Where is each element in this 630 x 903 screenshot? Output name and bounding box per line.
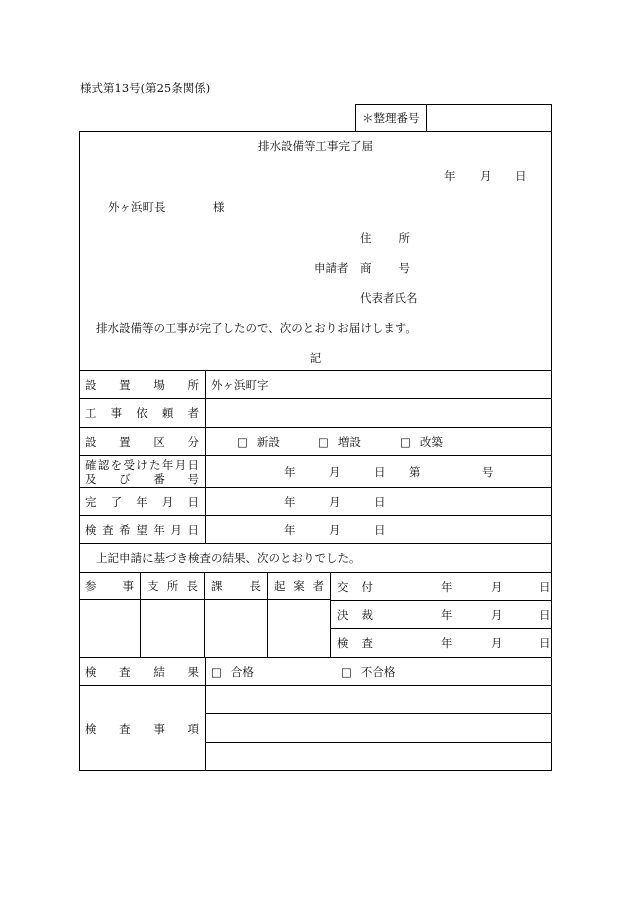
number-suffix: 号 — [482, 464, 494, 479]
inspection-items-label-cell — [79, 686, 206, 771]
label-char: 課 — [211, 579, 223, 593]
inspection-result-label — [85, 665, 199, 679]
label-char: 参 — [85, 579, 97, 593]
label-char: 号 — [398, 261, 410, 275]
label-char: 置 — [119, 434, 131, 449]
inspection-items-field — [206, 686, 552, 771]
inspection-request-date-label — [85, 523, 199, 537]
label-char: 場 — [153, 377, 165, 392]
inspection-item-line[interactable] — [206, 686, 552, 713]
year-unit: 年 — [441, 636, 453, 650]
process-row-inspection[interactable] — [331, 628, 552, 657]
category-option-extension[interactable] — [318, 435, 361, 449]
checkbox[interactable]: □ — [318, 434, 329, 449]
form-title: 排水設備等工事完了届 — [258, 139, 373, 153]
day-unit: 日 — [539, 579, 551, 594]
label-char: 番 — [153, 471, 165, 486]
checkbox[interactable]: □ — [400, 434, 411, 449]
completion-notice-form — [79, 131, 552, 771]
category-label-cell — [79, 428, 206, 455]
label-char: け — [136, 457, 148, 472]
month-unit: 月 — [329, 464, 341, 479]
label-char: 長 — [186, 579, 198, 593]
reference-number-box — [355, 104, 552, 131]
label-char: 日 — [187, 494, 199, 509]
inspection-item-line[interactable] — [206, 742, 552, 771]
label-char: 査 — [119, 721, 131, 736]
label-char: 月 — [170, 522, 182, 537]
result-option-fail[interactable] — [341, 665, 395, 679]
year-unit: 年 — [284, 522, 296, 537]
client-label — [85, 406, 199, 420]
label-char: 望 — [136, 522, 148, 537]
year-unit: 年 — [284, 464, 296, 479]
label-char: 住 — [360, 231, 372, 245]
label-char: た — [149, 457, 161, 472]
label-char: 工 — [85, 406, 97, 420]
day-unit: 日 — [374, 494, 386, 509]
label-char: 日 — [187, 522, 199, 537]
completion-date-label — [85, 495, 199, 509]
applicant-representative-label: 代表者氏名 — [360, 291, 418, 305]
inspection-request-date-label-cell — [79, 516, 206, 543]
approval-title — [147, 579, 198, 593]
label-char: 商 — [360, 261, 372, 275]
inspection-note-row — [79, 543, 552, 572]
label-char: 月 — [174, 457, 187, 472]
label-char: 所 — [187, 377, 199, 392]
process-row-issue[interactable] — [331, 573, 552, 600]
label-char: 置 — [119, 377, 131, 392]
label-char: 裁 — [361, 607, 373, 622]
location-row — [79, 370, 552, 398]
label-char: 完 — [85, 494, 97, 509]
label-char: 所 — [166, 579, 179, 593]
label-char: 付 — [361, 579, 373, 594]
label-char: 検 — [85, 664, 97, 679]
completion-date-row — [79, 487, 552, 515]
inspection-item-line[interactable] — [206, 713, 552, 742]
completion-date-field[interactable] — [206, 488, 552, 515]
addressee-name: 外ヶ浜町長 — [108, 200, 166, 214]
label-char: 果 — [187, 664, 199, 679]
location-label — [85, 378, 199, 392]
inspection-items-label — [85, 722, 199, 736]
approval-column-drafter — [268, 573, 331, 657]
label-char: 者 — [187, 406, 199, 420]
result-option-pass[interactable] — [211, 665, 254, 679]
label-char: 分 — [187, 434, 199, 449]
checkbox[interactable]: □ — [237, 434, 248, 449]
label-char: 確 — [85, 457, 97, 472]
option-label: 増設 — [337, 434, 361, 449]
inspection-items-block — [79, 685, 552, 771]
label-char: 検 — [85, 522, 97, 537]
approval-block — [79, 572, 552, 657]
label-char: 事 — [153, 721, 165, 736]
process-label — [337, 580, 373, 594]
category-option-new[interactable] — [237, 435, 280, 449]
approval-stamp-field[interactable] — [205, 600, 267, 657]
inspection-note: 上記申請に基づき検査の結果、次のとおりでした。 — [96, 551, 361, 565]
approval-header — [205, 573, 267, 600]
label-char: 年 — [153, 522, 165, 537]
confirmation-field[interactable] — [206, 456, 552, 487]
approval-column-counselor — [79, 573, 141, 657]
completion-date-label-cell — [79, 488, 206, 515]
process-label — [337, 636, 373, 650]
declaration-text: 排水設備等の工事が完了したので、次のとおりお届けします。 — [96, 321, 417, 335]
label-char: 月 — [161, 494, 174, 509]
option-label: 改築 — [419, 434, 443, 449]
label-char: 所 — [398, 231, 410, 245]
approval-column-branch-manager — [141, 573, 205, 657]
month-unit: 月 — [491, 607, 503, 622]
day-unit: 日 — [539, 607, 551, 622]
inspection-request-date-field[interactable] — [206, 516, 552, 543]
label-char: 号 — [187, 471, 199, 486]
option-label: 新設 — [256, 434, 280, 449]
checkbox[interactable]: □ — [211, 664, 222, 679]
label-char: 区 — [153, 434, 165, 449]
reference-number-label-cell — [356, 105, 427, 131]
location-value: 外ヶ浜町字 — [211, 377, 269, 392]
category-field — [206, 428, 552, 455]
day-unit: 日 — [515, 169, 527, 183]
category-option-renovation[interactable] — [400, 435, 443, 449]
location-label-cell — [79, 371, 206, 398]
year-unit: 年 — [441, 607, 453, 622]
approval-stamp-field[interactable] — [268, 600, 330, 657]
day-unit: 日 — [539, 636, 551, 650]
client-row — [79, 398, 552, 427]
inspection-request-date-row — [79, 515, 552, 543]
inspection-result-label-cell — [79, 658, 206, 685]
approval-header — [141, 573, 204, 600]
label-char: 査 — [361, 636, 373, 650]
applicant-role-label: 申請者 — [314, 261, 349, 275]
month-unit: 月 — [329, 494, 341, 509]
year-unit: 年 — [441, 579, 453, 594]
confirmation-label-line2 — [85, 472, 199, 486]
approval-title — [211, 579, 261, 593]
month-unit: 月 — [329, 522, 341, 537]
year-unit: 年 — [444, 169, 456, 183]
approval-column-section-chief — [205, 573, 268, 657]
category-row — [79, 427, 552, 455]
label-char: 認 — [97, 457, 110, 472]
inspection-result-field — [206, 658, 552, 685]
reference-number-label: ＊整理番号 — [362, 111, 420, 125]
form-code: 様式第13号(第25条関係) — [80, 81, 211, 95]
approval-title — [85, 579, 134, 593]
reference-number-field[interactable] — [427, 105, 551, 131]
approval-header — [79, 573, 140, 600]
label-char: 検 — [85, 721, 97, 736]
category-label — [85, 435, 199, 449]
approval-stamp-field[interactable] — [141, 600, 204, 657]
label-char: を — [110, 457, 123, 472]
label-char: 受 — [123, 457, 135, 472]
client-label-cell — [79, 399, 206, 427]
client-field[interactable] — [206, 399, 552, 427]
label-char: 年 — [161, 457, 174, 472]
label-char: 決 — [337, 607, 349, 622]
label-char: 案 — [293, 579, 305, 593]
label-char: 設 — [85, 434, 97, 449]
label-char: 査 — [119, 664, 131, 679]
label-char: 交 — [337, 579, 349, 594]
option-label: 不合格 — [360, 664, 396, 679]
label-char: 及 — [85, 471, 97, 486]
label-char: 了 — [110, 494, 123, 509]
label-char: 結 — [153, 664, 165, 679]
applicant-address-label — [360, 231, 410, 245]
label-char: 検 — [337, 636, 349, 650]
label-char: 事 — [110, 406, 123, 420]
number-prefix: 第 — [409, 464, 421, 479]
applicant-trade-name-label — [360, 261, 410, 275]
label-char: 頼 — [161, 406, 174, 420]
checkbox[interactable]: □ — [341, 664, 352, 679]
approval-title — [274, 579, 324, 593]
month-unit: 月 — [491, 579, 503, 594]
year-unit: 年 — [284, 494, 296, 509]
location-field[interactable] — [206, 371, 552, 398]
inspection-result-row — [79, 657, 552, 685]
addressee-honorific: 様 — [213, 200, 225, 214]
label-char: び — [119, 471, 131, 486]
month-unit: 月 — [491, 636, 503, 650]
process-dates — [331, 573, 552, 657]
confirmation-label-line1 — [85, 458, 199, 472]
label-char: 事 — [122, 579, 134, 593]
label-char: 査 — [102, 522, 114, 537]
day-unit: 日 — [374, 522, 386, 537]
label-char: 設 — [85, 377, 97, 392]
note-mark: 記 — [309, 351, 322, 365]
label-char: 項 — [187, 721, 199, 736]
process-row-approval[interactable] — [331, 600, 552, 628]
label-char: 依 — [136, 406, 148, 420]
approval-stamp-field[interactable] — [79, 600, 140, 657]
option-label: 合格 — [230, 664, 254, 679]
label-char: 年 — [136, 494, 148, 509]
process-label — [337, 608, 373, 622]
label-char: 起 — [274, 579, 286, 593]
label-char: 支 — [147, 579, 159, 593]
confirmation-row — [79, 455, 552, 487]
day-unit: 日 — [374, 464, 386, 479]
label-char: 日 — [187, 457, 199, 472]
label-char: 希 — [119, 522, 131, 537]
confirmation-label-cell — [79, 456, 206, 487]
month-unit: 月 — [480, 169, 492, 183]
approval-header — [268, 573, 330, 600]
label-char: 長 — [249, 579, 261, 593]
label-char: 者 — [312, 579, 324, 593]
